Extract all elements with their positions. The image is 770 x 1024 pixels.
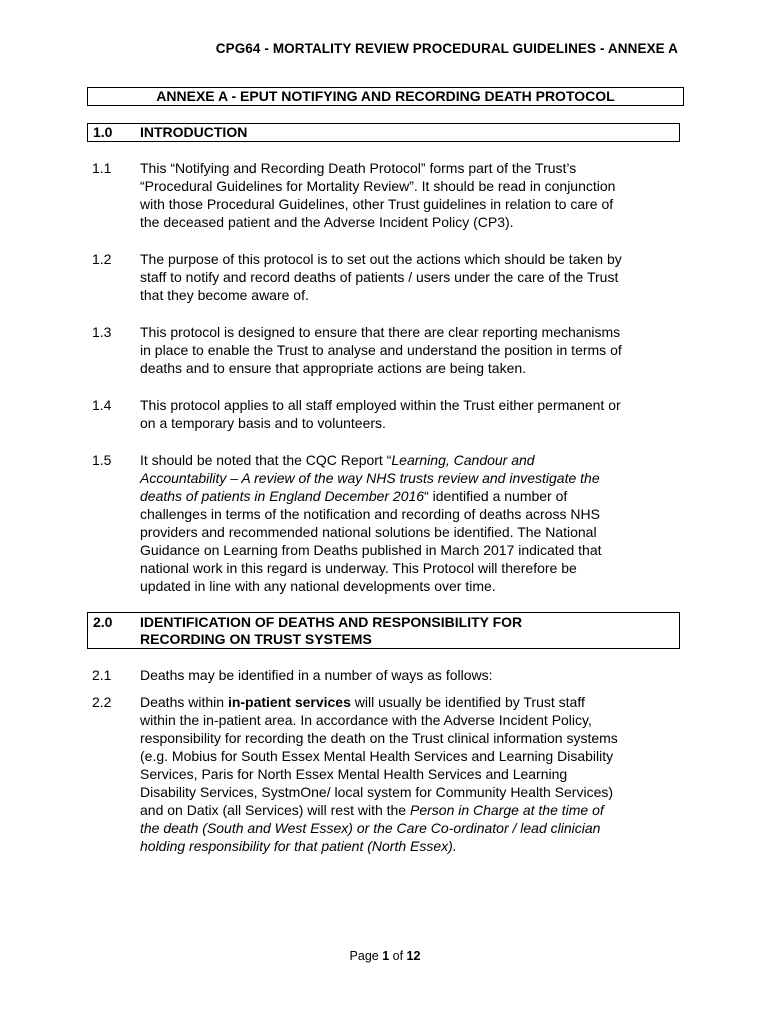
section-2-number: 2.0 (93, 614, 113, 630)
paragraph-text (140, 666, 692, 684)
page-of: of (389, 949, 407, 963)
section-1-number: 1.0 (93, 124, 113, 140)
text-line: in place to enable the Trust to analyse and understand the position in terms of (140, 342, 622, 358)
text-run: will usually be identified by Trust staff (350, 694, 585, 710)
paragraph-text (140, 396, 692, 432)
text-line: national work in this regard is underway. This Protocol will therefore be (140, 560, 577, 576)
text-line: Disability Services, SystmOne/ local system for Community Health Services) (140, 784, 614, 800)
annex-title-box (87, 87, 684, 106)
text-line: the deceased patient and the Adverse Incident Policy (CP3). (140, 214, 514, 230)
text-line: deaths and to ensure that appropriate actions are being taken. (140, 360, 527, 376)
page-current: 1 (382, 949, 390, 963)
paragraph-number: 1.5 (92, 452, 112, 468)
text-line: updated in line with any national developments over time. (140, 578, 496, 594)
text-line: Services, Paris for North Essex Mental Health Services and Learning (140, 766, 568, 782)
text-line: challenges in terms of the notification and recording of deaths across NHS (140, 506, 600, 522)
paragraph-number: 2.2 (92, 694, 112, 710)
text-line: The purpose of this protocol is to set out the actions which should be taken by (140, 251, 622, 267)
section-2-heading-line-1: IDENTIFICATION OF DEATHS AND RESPONSIBILITY FOR (140, 614, 523, 630)
annex-title: ANNEXE A - EPUT NOTIFYING AND RECORDING DEATH PROTOCOL (156, 88, 615, 104)
section-2-heading-line-2: RECORDING ON TRUST SYSTEMS (140, 631, 372, 647)
emphasis-italic: Person in Charge at the time of (410, 802, 604, 818)
emphasis-italic: the death (South and West Essex) or the Care Co-ordinator / lead clinician (140, 820, 601, 836)
text-line: This protocol applies to all staff employed within the Trust either permanent or (140, 397, 621, 413)
text-line: responsibility for recording the death on the Trust clinical information systems (140, 730, 618, 746)
paragraph-number: 1.3 (92, 324, 112, 340)
section-1-heading-box (87, 123, 680, 142)
page-footer (0, 949, 770, 963)
paragraph-number: 1.4 (92, 397, 112, 413)
section-2-heading-box (87, 612, 680, 649)
text-line: Deaths may be identified in a number of ways as follows: (140, 667, 493, 683)
emphasis-bold: in-patient services (227, 694, 351, 710)
text-line: This protocol is designed to ensure that there are clear reporting mechanisms (140, 324, 621, 340)
report-title-italic: Accountability – A review of the way NHS trusts review and investigate the (140, 470, 600, 486)
paragraph-text (140, 250, 692, 304)
report-title-italic: deaths of patients in England December 2016 (140, 488, 425, 504)
text-line: with those Procedural Guidelines, other Trust guidelines in relation to care of (140, 196, 614, 212)
report-title-italic: Learning, Candour and (391, 452, 535, 468)
text-line (140, 693, 692, 711)
text-line: (e.g. Mobius for South Essex Mental Health Services and Learning Disability (140, 748, 614, 764)
text-line: within the in-patient area. In accordance with the Adverse Incident Policy, (140, 712, 592, 728)
text-line (140, 451, 692, 469)
paragraph-number: 1.2 (92, 251, 112, 267)
text-run: “ identified a number of (424, 488, 568, 504)
text-line: on a temporary basis and to volunteers. (140, 415, 386, 431)
section-1-heading: INTRODUCTION (140, 124, 248, 140)
paragraph-text (140, 693, 692, 855)
text-line (140, 487, 692, 505)
text-line: staff to notify and record deaths of patients / users under the care of the Trust (140, 269, 619, 285)
paragraph-text (140, 451, 692, 595)
emphasis-italic: holding responsibility for that patient (North Essex). (140, 838, 457, 854)
page-total: 12 (406, 949, 421, 963)
running-header: CPG64 - MORTALITY REVIEW PROCEDURAL GUIDELINES - ANNEXE A (215, 41, 678, 56)
page-label: Page (349, 949, 383, 963)
paragraph-number: 1.1 (92, 160, 112, 176)
text-run: Deaths within (140, 694, 228, 710)
text-line: that they become aware of. (140, 287, 309, 303)
text-run: It should be noted that the CQC Report “ (140, 452, 392, 468)
text-run: and on Datix (all Services) will rest with the (140, 802, 410, 818)
paragraph-text (140, 159, 692, 231)
text-line (140, 801, 692, 819)
text-line: “Procedural Guidelines for Mortality Review”. It should be read in conjunction (140, 178, 616, 194)
text-line: This “Notifying and Recording Death Protocol” forms part of the Trust’s (140, 160, 577, 176)
paragraph-number: 2.1 (92, 667, 112, 683)
text-line: providers and recommended national solutions be identified. The National (140, 524, 597, 540)
text-line: Guidance on Learning from Deaths published in March 2017 indicated that (140, 542, 602, 558)
paragraph-text (140, 323, 692, 377)
